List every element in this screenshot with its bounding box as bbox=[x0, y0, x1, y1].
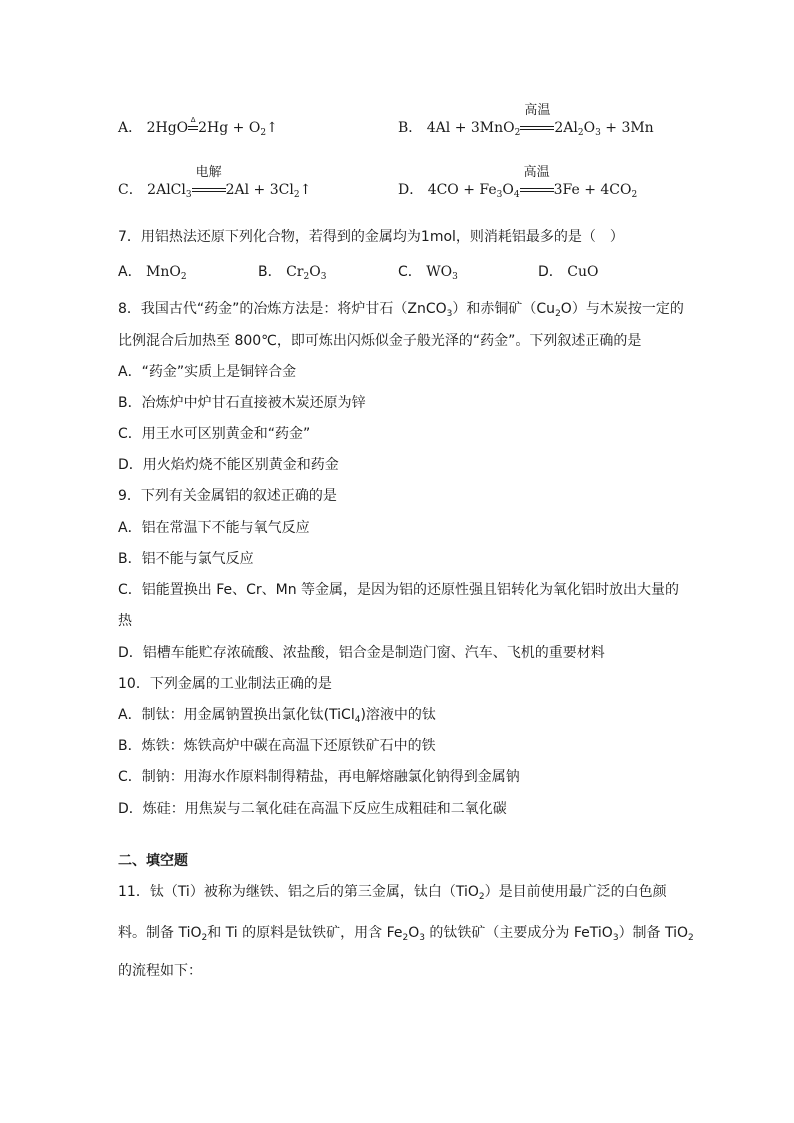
q10-option-c[interactable]: C．制钠：用海水作原料制得精盐，再电解熔融氯化钠得到金属钠 bbox=[118, 769, 520, 785]
q9-option-c-line2[interactable]: 热 bbox=[118, 613, 132, 629]
q11-line1: 11．钛（Ti）被称为继铁、铝之后的第三金属，钛白（TiO$_2$）是目前使用最广泛的白色颜 bbox=[118, 884, 667, 902]
q11-line3: 的流程如下： bbox=[118, 963, 202, 979]
q7-option-a[interactable]: A． MnO$_2$ bbox=[118, 264, 187, 282]
high-temp-condition: 高温 bbox=[520, 118, 554, 138]
q10-option-d[interactable]: D．炼硅：用焦炭与二氧化硅在高温下反应生成粗硅和二氧化碳 bbox=[118, 801, 507, 817]
q8-option-d[interactable]: D．用火焰灼烧不能区别黄金和药金 bbox=[118, 457, 339, 473]
q8-stem-line1: 8．我国古代“药金”的冶炼方法是：将炉甘石（ZnCO$_3$）和赤铜矿$(Cu_2O)$与木炭按一定的 bbox=[118, 301, 684, 319]
q9-option-a[interactable]: A．铝在常温下不能与氧气反应 bbox=[118, 520, 310, 536]
q6-option-a[interactable]: A． 2HgO Δ $2Hg + O_2↑$ bbox=[118, 116, 278, 138]
q7-option-b[interactable]: B． $Cr_2O_3$ bbox=[258, 264, 327, 282]
q6-option-b[interactable]: B． 4Al + 3MnO$_2$ 高温 $2Al_2O_3 + 3Mn$ bbox=[398, 103, 654, 138]
q9-option-b[interactable]: B．铝不能与氯气反应 bbox=[118, 551, 254, 567]
q9-stem: 9．下列有关金属铝的叙述正确的是 bbox=[118, 488, 337, 504]
q9-option-d[interactable]: D．铝槽车能贮存浓硫酸、浓盐酸，铝合金是制造门窗、汽车、飞机的重要材料 bbox=[118, 645, 605, 661]
q11-line2: 料。制备 TiO$_2$和 Ti 的原料是钛铁矿，用含 $Fe_2O_3$ 的钛铁矿（主要成分为 FeTiO$_3$）制备 TiO$_2$ bbox=[118, 925, 694, 943]
q8-option-c[interactable]: C．用王水可区别黄金和“药金” bbox=[118, 426, 311, 442]
electrolysis-condition: 电解 bbox=[192, 180, 226, 200]
q9-option-c-line1[interactable]: C．铝能置换出 Fe、Cr、Mn 等金属，是因为铝的还原性强且铝转化为氧化铝时放出大量的 bbox=[118, 582, 680, 598]
q7-stem: 7．用铝热法还原下列化合物，若得到的金属均为1mol，则消耗铝最多的是（ ） bbox=[118, 229, 624, 245]
q6-option-d[interactable]: D． $4CO + Fe_3O_4$ 高温 $3Fe + 4CO_2$ bbox=[398, 165, 638, 200]
q10-stem: 10．下列金属的工业制法正确的是 bbox=[118, 676, 332, 692]
q8-option-b[interactable]: B．冶炼炉中炉甘石直接被木炭还原为锌 bbox=[118, 395, 366, 411]
q10-option-b[interactable]: B．炼铁：炼铁高炉中碳在高温下还原铁矿石中的铁 bbox=[118, 738, 436, 754]
q7-option-d[interactable]: D． CuO bbox=[538, 264, 599, 280]
q8-stem-line2: 比例混合后加热至 800℃，即可炼出闪烁似金子般光泽的“药金”。下列叙述正确的是 bbox=[118, 333, 642, 349]
q8-option-a[interactable]: A．“药金”实质上是铜锌合金 bbox=[118, 364, 297, 380]
section-heading: 二、填空题 bbox=[118, 853, 188, 869]
q7-option-c[interactable]: C． $WO_3$ bbox=[398, 264, 458, 282]
q6-option-c[interactable]: C． 2AlCl$_3$ 电解 $2Al + 3Cl_2↑$ bbox=[118, 165, 312, 200]
q10-option-a[interactable]: A．制钛：用金属钠置换出氯化钛(TiCl$_4$)溶液中的钛 bbox=[118, 707, 436, 725]
heat-condition: Δ bbox=[188, 118, 198, 138]
high-temp-condition: 高温 bbox=[520, 180, 554, 200]
